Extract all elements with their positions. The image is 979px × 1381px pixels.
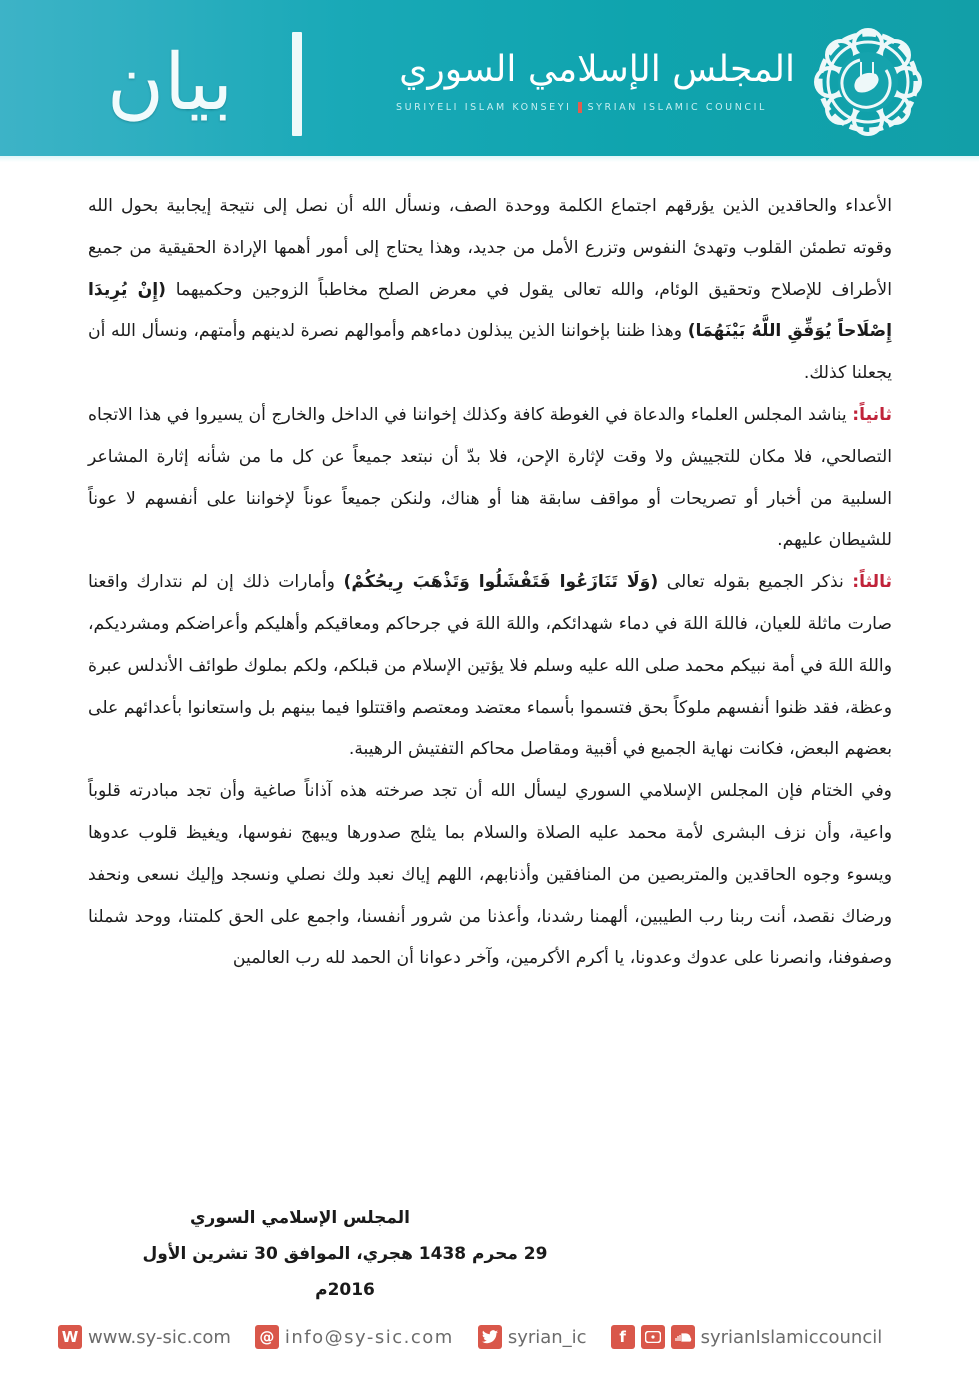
paragraph-3 [88, 562, 892, 771]
signature-name: المجلس الإسلامي السوري [189, 1208, 411, 1228]
paragraph-2 [88, 395, 892, 562]
website-icon: W [58, 1325, 82, 1349]
council-name-english: SYRIAN ISLAMIC COUNCIL [587, 101, 767, 113]
header-divider [292, 32, 302, 136]
paragraph-3-start: نذكر الجميع بقوله تعالى [666, 572, 844, 593]
ornamental-rosette-logo-icon [808, 22, 928, 142]
paragraph-1-text: الأعداء والحاقدين الذين يؤرقهم اجتماع الكلمة ووحدة الصف، ونسأل الله أن نصل إلى نتيجة إيجابية بحول الله وقوته تطمئن القلوب وتهدئ النفوس وتزرع الأمل من جديد، وهذا يحتاج إلى أمور أهمها الإرادة الحقيقية من جميع الأطراف للإصلاح وتحقيق الوئام، والله تعالى يقول في معرض الصلح مخاطباً الزوجين وحكميهما [88, 196, 892, 300]
signature-date: 29 محرم 1438 هجري، الموافق 30 تشرين الأول 2016م [142, 1244, 548, 1300]
signature-block [130, 1200, 560, 1308]
council-name-arabic: المجلس الإسلامي السوري [399, 49, 795, 90]
point-label-second: ثانياً: [852, 404, 892, 425]
email-link[interactable]: info@sy-sic.com [284, 1326, 454, 1348]
paragraph-4-text: وفي الختام فإن المجلس الإسلامي السوري ليسأل الله أن تجد صرخته هذه آذاناً صاغية وأن تجد مبادرته قلوباً واعية، وأن نزف البشرى لأمة محمد عليه الصلاة والسلام بما يثلج صدورها ويبهج نفوسها، ويغيظ قلوب عدوها ويسوء وجوه الحاقدين والمتربصين من المنافقين وأذنابهم، اللهم إياك نعبد ولك نصلي ونسجد وإليك نسعى ونحفد ورضاك نقصد، أنت ربنا رب الطيبين، ألهمنا رشدنا، وأعذنا من شرور أنفسنا، واجمع على الحق كلمتنا، ووحد شملنا وصفوفنا، وانصرنا على عدوك وعدونا، يا أكرم الأكرمين، وآخر دعوانا أن الحمد لله رب العالمين [88, 781, 892, 969]
soundcloud-icon[interactable] [671, 1325, 695, 1349]
council-logo-icon [808, 22, 928, 142]
twitter-icon[interactable] [478, 1325, 502, 1349]
website-link[interactable]: www.sy-sic.com [88, 1326, 231, 1348]
paragraph-2-text: يناشد المجلس العلماء والدعاة في الغوطة كافة وكذلك إخواننا في الداخل والخارج أن يسيروا في هذا الاتجاه التصالحي، فلا مكان للتجييش ولا وقت لإثارة الإحن، فلا بدّ أن نبتعد جميعاً عن كل ما من شأنه إثارة المشاعر السلبية من أخبار أو تصريحات أو مواقف سابقة هنا أو هناك، ولنكن جميعاً عوناً لإخواننا على أنفسهم لا عوناً للشيطان عليهم. [88, 404, 892, 551]
statement-body [88, 186, 892, 980]
paragraph-1-end: وهذا ظننا بإخواننا الذين يبذلون دماءهم وأموالهم نصرة لدينهم وأمتهم، ونسأل الله أن يجعلنا كذلك. [88, 321, 892, 384]
social-handle[interactable]: syrianIslamiccouncil [700, 1326, 883, 1348]
separator-mark [578, 102, 582, 113]
youtube-icon[interactable] [641, 1325, 665, 1349]
paragraph-3-end: وأمارات ذلك إن لم نتدارك واقعنا صارت ماثلة للعيان، فاللهَ اللهَ في دماء شهدائكم، واللهَ اللهَ في جرحاكم ومعاقيكم وأهليكم وأعراضكم ومشرديكم، واللهَ اللهَ في أمة نبيكم محمد صلى الله عليه وسلم فلا يؤتين الإسلام من قبلكم، ولكم بملوك طوائف الأندلس عبرة وعظة، فقد ظنوا أنفسهم ملوكاً بحق فتسموا بأسماء معتضد ومعتصم واقتتلوا فيما بينهم بل واستعانوا بأعدائهم على بعضهم البعض، فكانت نهاية الجميع في أقبية ومقاصل محاكم التفتيش الرهيبة. [88, 572, 892, 760]
twitter-handle[interactable]: syrian_ic [507, 1326, 587, 1348]
contact-footer [58, 1322, 918, 1352]
header-banner [0, 0, 979, 158]
quran-quote-2: (وَلَا تَنَازَعُوا فَتَفْشَلُوا وَتَذْهَبَ رِيحُكُمْ) [343, 572, 659, 593]
statement-title: بيان [106, 38, 234, 128]
paragraph-4 [88, 771, 892, 980]
email-icon: @ [255, 1325, 279, 1349]
council-name-turkish: SURIYELI ISLAM KONSEYI [396, 101, 572, 113]
quran-quote-1: (إِنْ يُرِيدَا إِصْلَاحاً يُوَفِّقِ اللَّهُ بَيْنَهُمَا) [88, 279, 892, 342]
council-name-latin [396, 99, 796, 115]
paragraph-1 [88, 186, 892, 395]
point-label-third: ثالثاً: [852, 572, 893, 593]
facebook-icon[interactable]: f [611, 1325, 635, 1349]
